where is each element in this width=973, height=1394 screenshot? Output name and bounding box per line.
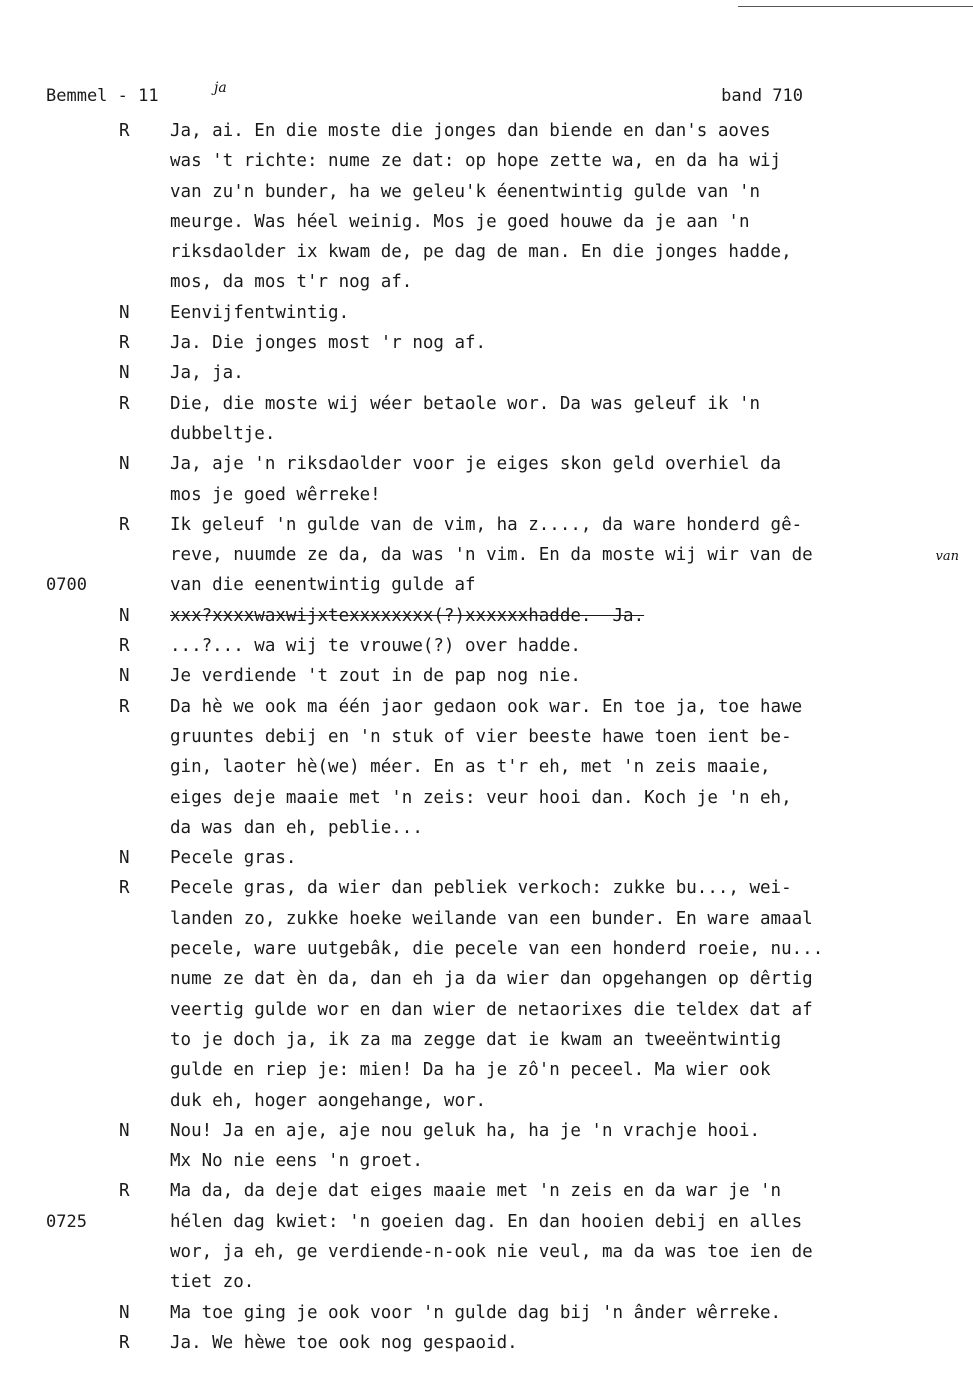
line-text: Da hè we ook ma één jaor gedaon ook war. En toe ja, toe hawe: [170, 696, 803, 717]
transcript-line: [0, 752, 973, 782]
transcript-line: [0, 570, 973, 600]
transcript-line: [0, 267, 973, 297]
transcript-line: [0, 1237, 973, 1267]
line-text: to je doch ja, ik za ma zegge dat ie kwam an tweeëntwintig: [170, 1029, 782, 1050]
transcript-line: [0, 692, 973, 722]
speaker-label: N: [119, 363, 130, 384]
transcript-line: [0, 540, 973, 570]
top-rule: [738, 6, 973, 7]
transcript-line: [0, 904, 973, 934]
line-text: gruuntes debij en 'n stuk of vier beeste hawe toen ient be-: [170, 726, 792, 747]
line-text: landen zo, zukke hoeke weilande van een bunder. En ware amaal: [170, 908, 813, 929]
transcript-line: [0, 843, 973, 873]
line-text: Ma da, da deje dat eiges maaie met 'n zeis en da war je 'n: [170, 1181, 782, 1202]
transcript-line: [0, 1176, 973, 1206]
line-text: veertig gulde wor en dan wier de netaorixes die teldex dat af: [170, 999, 813, 1020]
line-text: Ma toe ging je ook voor 'n gulde dag bij 'n ânder wêrreke.: [170, 1302, 782, 1323]
speaker-label: R: [119, 696, 130, 717]
speaker-label: R: [119, 636, 130, 657]
transcript-line: [0, 1146, 973, 1176]
line-text: eiges deje maaie met 'n zeis: veur hooi dan. Koch je 'n eh,: [170, 787, 792, 808]
line-text: mos, da mos t'r nog af.: [170, 272, 413, 293]
line-text: hélen dag kwiet: 'n goeien dag. En dan hooien debij en alles: [170, 1211, 803, 1232]
transcript-line: [0, 237, 973, 267]
line-text: Ik geleuf 'n gulde van de vim, ha z...., da ware honderd gê-: [170, 514, 803, 535]
tape-counter-marker: 0700: [46, 575, 87, 596]
transcript-line: [0, 1267, 973, 1297]
handwritten-note: van: [935, 549, 959, 565]
transcript-line: [0, 1207, 973, 1237]
transcript-line: [0, 1086, 973, 1116]
line-text: Mx No nie eens 'n groet.: [170, 1151, 423, 1172]
line-text: Eenvijfentwintig.: [170, 302, 350, 323]
transcript-line: [0, 601, 973, 631]
line-text: Je verdiende 't zout in de pap nog nie.: [170, 666, 581, 687]
line-text: Ja, ai. En die moste die jonges dan biende en dan's aoves: [170, 121, 771, 141]
transcript-line: [0, 389, 973, 419]
transcript-line: [0, 207, 973, 237]
line-text: Ja. We hèwe toe ook nog gespaoid.: [170, 1332, 518, 1353]
transcript-line: [0, 964, 973, 994]
speaker-label: N: [119, 605, 130, 626]
speaker-label: N: [119, 454, 130, 475]
line-text: wor, ja eh, ge verdiende-n-ook nie veul, ma da was toe ien de: [170, 1241, 813, 1262]
speaker-label: R: [119, 393, 130, 414]
line-text: Ja, ja.: [170, 363, 244, 384]
speaker-label: R: [119, 514, 130, 535]
line-text: Ja, aje 'n riksdaolder voor je eiges skon geld overhiel da: [170, 454, 782, 475]
speaker-label: N: [119, 1302, 130, 1323]
line-text: mos je goed wêrreke!: [170, 484, 381, 505]
line-text: Ja. Die jonges most 'r nog af.: [170, 333, 487, 354]
transcript-line: [0, 661, 973, 691]
transcript-line: [0, 298, 973, 328]
handwritten-insertion: ja: [214, 80, 227, 96]
transcript-line: [0, 116, 973, 146]
line-text: Die, die moste wij wéer betaole wor. Da was geleuf ik 'n: [170, 393, 761, 414]
transcript-line: [0, 328, 973, 358]
speaker-label: N: [119, 1120, 130, 1141]
line-text: van zu'n bunder, ha we geleu'k éenentwintig gulde van 'n: [170, 181, 761, 202]
transcript-line: [0, 1298, 973, 1328]
transcript-body: [0, 116, 973, 1358]
transcript-line: [0, 783, 973, 813]
transcript-line: [0, 873, 973, 903]
transcript-line: [0, 419, 973, 449]
struck-out-text: xxx?xxxxwaxwijxtexxxxxxxx(?)xxxxxxhadde. Ja.: [170, 605, 645, 626]
speaker-label: R: [119, 1181, 130, 1202]
speaker-label: N: [119, 666, 130, 687]
tape-counter-marker: 0725: [46, 1211, 87, 1232]
line-text: meurge. Was héel weinig. Mos je goed houwe da je aan 'n: [170, 211, 750, 232]
line-text: pecele, ware uutgebâk, die pecele van een honderd roeie, nu...: [170, 939, 824, 960]
speaker-label: N: [119, 302, 130, 323]
line-text: ...?... wa wij te vrouwe(?) over hadde.: [170, 636, 581, 657]
transcript-line: [0, 813, 973, 843]
line-text: van die eenentwintig gulde af: [170, 575, 476, 596]
line-text: was 't richte: nume ze dat: op hope zette wa, en da ha wij: [170, 151, 782, 172]
transcript-line: [0, 995, 973, 1025]
line-text: riksdaolder ix kwam de, pe dag de man. En die jonges hadde,: [170, 242, 792, 263]
transcript-line: [0, 1328, 973, 1358]
line-text: gin, laoter hè(we) méer. En as t'r eh, met 'n zeis maaie,: [170, 757, 771, 778]
line-text: nume ze dat èn da, dan eh ja da wier dan opgehangen op dêrtig: [170, 969, 813, 990]
speaker-label: N: [119, 848, 130, 869]
transcript-line: [0, 358, 973, 388]
header-left: Bemmel - 11: [46, 86, 159, 106]
line-text: tiet zo.: [170, 1272, 255, 1293]
transcript-line: [0, 1116, 973, 1146]
line-text: Nou! Ja en aje, aje nou geluk ha, ha je 'n vrachje hooi.: [170, 1120, 761, 1141]
transcript-line: [0, 146, 973, 176]
line-text: Pecele gras, da wier dan pebliek verkoch: zukke bu..., wei-: [170, 878, 792, 899]
page-header: [46, 80, 803, 116]
speaker-label: R: [119, 1332, 130, 1353]
transcript-line: [0, 449, 973, 479]
line-text: dubbeltje.: [170, 423, 276, 444]
line-text: gulde en riep je: mien! Da ha je zô'n peceel. Ma wier ook: [170, 1060, 771, 1081]
speaker-label: R: [119, 333, 130, 354]
transcript-line: [0, 1055, 973, 1085]
line-text: Pecele gras.: [170, 848, 297, 869]
transcript-line: [0, 934, 973, 964]
speaker-label: R: [119, 878, 130, 899]
transcript-line: [0, 722, 973, 752]
header-right: band 710: [721, 86, 803, 106]
speaker-label: R: [119, 121, 130, 141]
transcript-line: [0, 510, 973, 540]
line-text: duk eh, hoger aongehange, wor.: [170, 1090, 487, 1111]
transcript-line: [0, 1025, 973, 1055]
line-text: da was dan eh, peblie...: [170, 817, 423, 838]
transcript-line: [0, 177, 973, 207]
transcript-line: [0, 480, 973, 510]
transcript-line: [0, 631, 973, 661]
line-text: reve, nuumde ze da, da was 'n vim. En da moste wij wir van de: [170, 545, 813, 566]
